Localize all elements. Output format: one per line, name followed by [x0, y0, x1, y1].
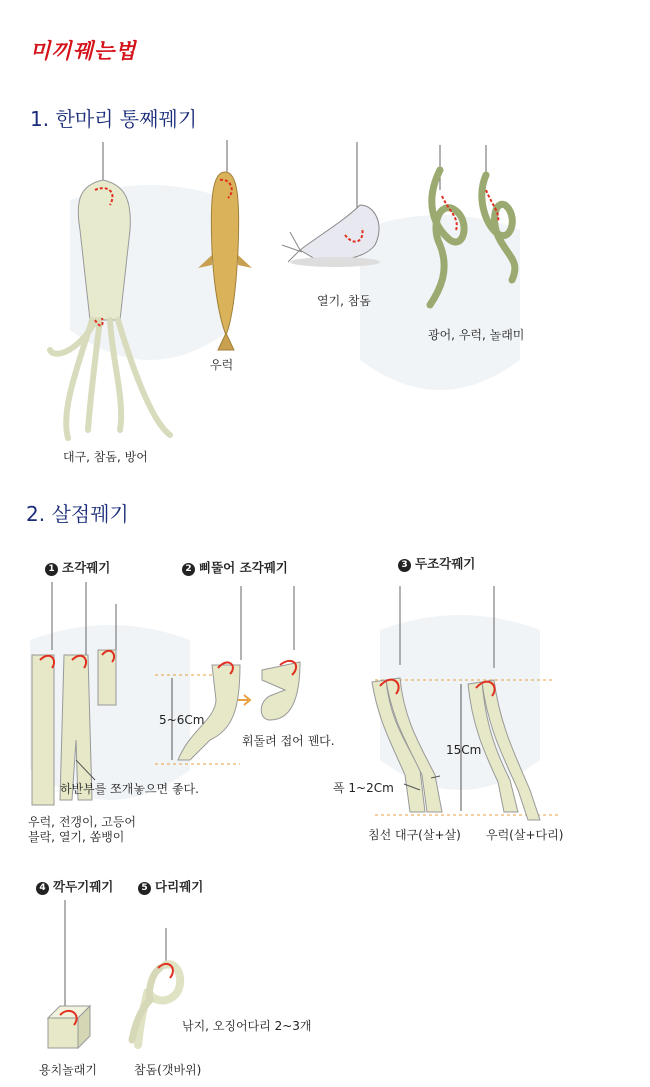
sub-number: 4 [36, 882, 49, 895]
note-cube-fish: 용치놀래기 [39, 1063, 97, 1077]
sub-number: 5 [138, 882, 151, 895]
sub-label-cube: 4 깍두기꿰기 [36, 877, 113, 895]
note-leg-bait: 낚지, 오징어다리 2~3개 [182, 1019, 312, 1033]
section1-heading: 1. 한마리 통째꿰기 [30, 107, 198, 131]
note-width: 폭 1~2Cm [333, 781, 394, 795]
sub-number: 1 [45, 563, 58, 576]
note-piece-fish-1: 우럭, 전갱이, 고등어 [28, 815, 136, 829]
sub-label-twisted: 2 삐뚤어 조각꿰기 [182, 558, 288, 576]
sub-number: 2 [182, 563, 195, 576]
caption-loach: 우럭 [210, 358, 234, 372]
note-rockfish: 우럭(살+다리) [486, 828, 564, 842]
piece-strips [32, 582, 116, 805]
note-piece-fish-2: 블락, 열기, 쏨뱅이 [28, 830, 125, 844]
note-length: 5~6Cm [159, 713, 205, 727]
double-piece [372, 586, 560, 820]
note-split-bottom: 하반부를 쪼개놓으면 좋다. [60, 782, 199, 796]
note-length2: 15Cm [446, 743, 482, 757]
sub-label-leg: 5 다리꿰기 [138, 877, 203, 895]
note-fold: 휘돌려 접어 꿴다. [242, 734, 335, 748]
note-cod: 침선 대구(살+살) [368, 828, 461, 842]
cube-piece [48, 900, 90, 1048]
page-title: 미끼꿰는법 [30, 39, 137, 63]
caption-worm: 광어, 우럭, 놀래미 [428, 328, 525, 342]
caption-squid: 대구, 참돔, 방어 [63, 450, 148, 464]
section2-heading: 2. 살점꿰기 [26, 502, 129, 526]
caption-shrimp: 열기, 참돔 [317, 294, 371, 308]
note-leg-fish: 참돔(갯바위) [134, 1063, 202, 1077]
sub-label-piece: 1 조각꿰기 [45, 558, 110, 576]
sub-number: 3 [398, 559, 411, 572]
sub-label-double: 3 두조각꿰기 [398, 554, 475, 572]
leg-piece [132, 928, 180, 1045]
